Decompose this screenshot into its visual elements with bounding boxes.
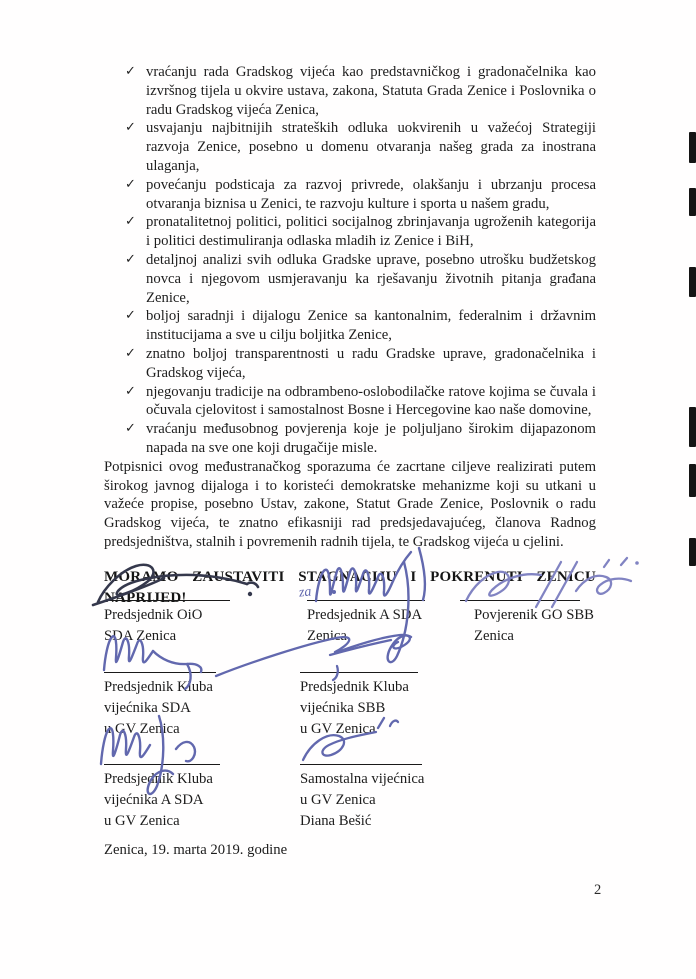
signature-block-klub-a-sda: [104, 764, 220, 832]
bullet-text: povećanju podsticaja za razvoj privrede, olakšanju i ubrzanju procesa otvaranja biznisa u Zenici, te razvoju kulture i sporta u našem gradu,: [146, 176, 596, 212]
bullet-list: [104, 63, 596, 458]
document-body: [104, 63, 596, 610]
closing-paragraph: Potpisnici ovog međustranačkog sporazuma će zacrtane ciljeve realizirati putem širokog javnog dijaloga i to koristeći demokratske mehanizme koji su utkani u važeće propise, posebno Ustav, zakone, Statut Grade Zenice, Poslovnik o radu Gradskog vijeća, te znatno efikasniji rad predsjedavajućeg, članova Radnog predsjedništva, stalnih i povremenih radnih tijela, te Gradskog vijeća u cjelini.: [104, 458, 596, 550]
scan-artifact: [689, 464, 696, 497]
slogan-heading: MORAMO ZAUSTAVITI STAGNACIJU I POKRENUTI ZENICU NAPRIJED!: [104, 568, 596, 607]
list-item: [104, 420, 596, 458]
checkmark-icon: ✓: [125, 421, 136, 437]
signature-role: Predsjednik Kluba: [104, 679, 213, 695]
checkmark-icon: ✓: [125, 120, 136, 136]
signature-line: [300, 672, 418, 673]
signature-role2: vijećnika SDA: [104, 700, 191, 716]
scan-artifact: [689, 132, 696, 163]
bullet-text: pronatalitetnoj politici, politici socijalnog zbrinjavanja ugroženih kategorija i politici destimuliranja odlaska mladih iz Zenice i BiH,: [146, 214, 596, 250]
signature-role: Predsjednik Kluba: [104, 771, 213, 787]
date-line: Zenica, 19. marta 2019. godine: [104, 842, 288, 858]
signature-line: [300, 764, 422, 765]
signature-line: [104, 672, 216, 673]
list-item: [104, 251, 596, 307]
scan-artifact: [689, 407, 696, 447]
signature-org: Zenica: [307, 628, 347, 644]
signature-org: u GV Zenica: [104, 813, 180, 829]
checkmark-icon: ✓: [125, 345, 136, 361]
signature-block-a-sda: [307, 600, 425, 647]
list-item: [104, 213, 596, 251]
bullet-text: detaljnoj analizi svih odluka Gradske uprave, posebno utrošku budžetskog novca i njegovom usmjeravanju ka rješavanju životnih pitanja građana Zenice,: [146, 251, 596, 306]
list-item: [104, 63, 596, 119]
list-item: [104, 119, 596, 175]
signature-role2: vijećnika A SDA: [104, 792, 204, 808]
bullet-text: znatno boljoj transparentnosti u radu Gradske uprave, gradonačelnika i Gradskog vijeća,: [146, 345, 596, 381]
signature-block-klub-sda: [104, 672, 216, 740]
signature-block-oio-sda: [104, 600, 230, 647]
bullet-text: vraćanju međusobnog povjerenja koje je poljuljano širokim dijapazonom napada na sve one koji drugačije misle.: [146, 421, 596, 456]
signature-block-klub-sbb: [300, 672, 418, 740]
checkmark-icon: ✓: [125, 176, 136, 192]
list-item: [104, 307, 596, 345]
signature-line: [104, 764, 220, 765]
checkmark-icon: ✓: [125, 214, 136, 230]
checkmark-icon: ✓: [125, 308, 136, 324]
signature-org: SDA Zenica: [104, 628, 177, 644]
scan-artifact: [689, 267, 696, 297]
checkmark-icon: ✓: [125, 64, 136, 79]
list-item: [104, 176, 596, 214]
signature-line: [104, 600, 230, 601]
signature-role: Samostalna vijećnica: [300, 771, 425, 787]
list-item: [104, 345, 596, 383]
bullet-text: boljoj saradnji i dijalogu Zenice sa kantonalnim, federalnim i državnim institucijama a sve u cilju boljitka Zenice,: [146, 308, 596, 344]
list-item: [104, 383, 596, 421]
signature-org: u GV Zenica: [300, 792, 376, 808]
signature-line: [460, 600, 580, 601]
signature-line: [307, 600, 425, 601]
signature-role: Predsjednik Kluba: [300, 679, 409, 695]
signature-role2: vijećnika SBB: [300, 700, 386, 716]
signature-org: u GV Zenica: [104, 721, 180, 737]
scan-artifact: [689, 188, 696, 216]
bullet-text: vraćanju rada Gradskog vijeća kao predstavničkog i gradonačelnika kao izvršnog tijela u okvire ustava, zakona, Statuta Grada Zenice i Poslovnika o radu Gradskog vijeća Zenica,: [146, 64, 596, 118]
signature-role: Predsjednik OiO: [104, 607, 203, 623]
signature-block-go-sbb: [474, 600, 594, 647]
checkmark-icon: ✓: [125, 383, 136, 399]
bullet-text: usvajanju najbitnijih strateških odluka uokvirenih u važećoj Strategiji razvoja Zenice, posebno u domenu otvaranja našeg grada za inostrana ulaganja,: [146, 120, 596, 174]
signature-org: u GV Zenica: [300, 721, 376, 737]
bullet-text: njegovanju tradicije na odbrambeno-oslobodilačke ratove kojima se čuvala i očuvala cjelovitost i samostalnost Bosne i Hercegovine kao naše domovine,: [146, 383, 596, 419]
signature-name: Diana Bešić: [300, 813, 372, 829]
scan-artifact: [689, 538, 696, 566]
checkmark-icon: ✓: [125, 251, 136, 267]
page-number: 2: [594, 882, 602, 898]
signature-role: Povjerenik GO SBB: [474, 607, 594, 623]
signature-role: Predsjednik A SDA: [307, 607, 423, 623]
signature-org: Zenica: [474, 628, 514, 644]
signature-block-diana-besic: [300, 764, 424, 832]
handwritten-za: za: [298, 584, 313, 601]
